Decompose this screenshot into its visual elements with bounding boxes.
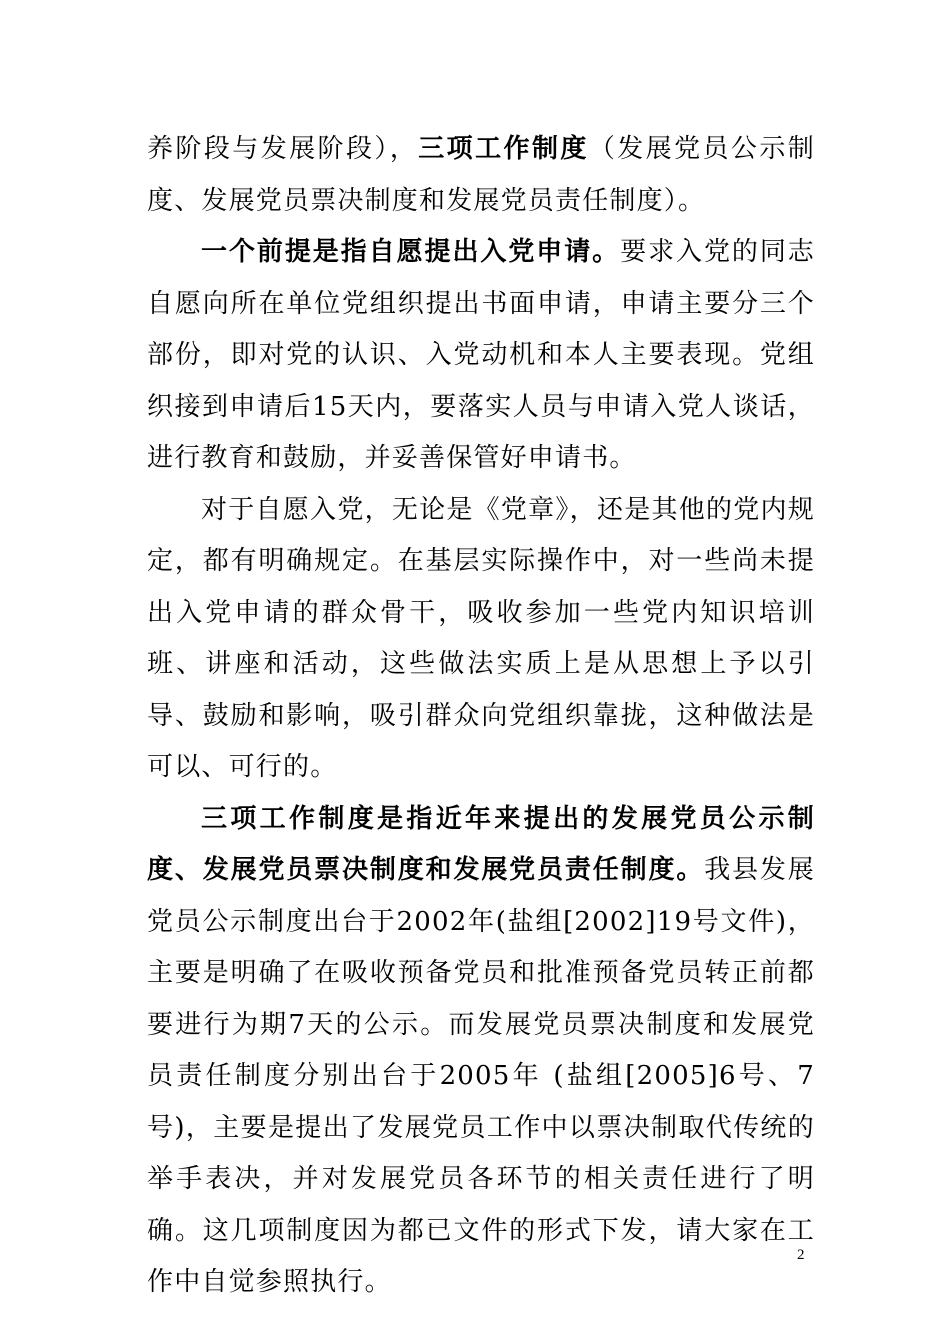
document-body	[147, 124, 815, 1309]
text-segment: 我县发展党员公示制度出台于2002年(盐组[2002]19号文件)，主要是明确了在吸收预备党员和批准预备党员转正前都要进行为期7天的公示。而发展党员票决制度和发展党员责任制度分别出台于2005年 (盐组[2005]6号、7号)，主要是提出了发展党员工作中以票决制取代传统的举手表决，并对发展党员各环节的相关责任进行了明确。这几项制度因为都已文件的形式下发，请大家在工作中自觉参照执行。	[147, 855, 815, 1297]
paragraph-2	[147, 227, 815, 485]
text-segment: （发展党员公示制度、发展党员票决制度和发展党员责任制度）。	[147, 134, 815, 216]
paragraph-4	[147, 794, 815, 1309]
paragraph-3	[147, 485, 815, 794]
text-segment: 要求入党的同志自愿向所在单位党组织提出书面申请，申请主要分三个部份，即对党的认识、入党动机和本人主要表现。党组织接到申请后15天内，要落实人员与申请入党人谈话，进行教育和鼓励，并妥善保管好申请书。	[147, 237, 815, 473]
text-segment: 养阶段与发展阶段），	[147, 134, 419, 164]
bold-heading-segment: 三项工作制度	[418, 134, 589, 164]
bold-heading-segment: 一个前提是指自愿提出入党申请。	[201, 237, 621, 267]
paragraph-1	[147, 124, 815, 227]
page-number: 2	[797, 1247, 805, 1263]
bold-heading-segment: 三项工作制度是指近年来提出的发展党员公示制度、发展党员票决制度和发展党员责任制度。	[147, 803, 815, 885]
text-segment: 对于自愿入党，无论是《党章》，还是其他的党内规定，都有明确规定。在基层实际操作中，对一些尚未提出入党申请的群众骨干，吸收参加一些党内知识培训班、讲座和活动，这些做法实质上是从思想上予以引导、鼓励和影响，吸引群众向党组织靠拢，这种做法是可以、可行的。	[147, 494, 815, 782]
